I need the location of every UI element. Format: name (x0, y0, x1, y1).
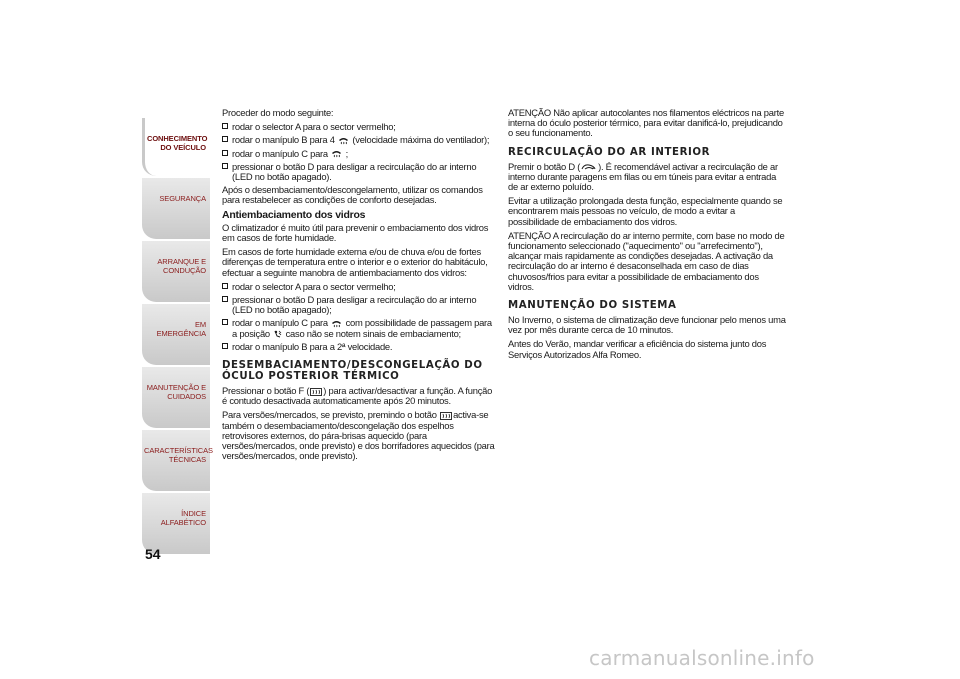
intro-text: Proceder do modo seguinte: (222, 107, 334, 118)
column-left (222, 108, 496, 465)
watermark: carmanualsonline.info (589, 646, 815, 670)
tab-label: SEGURANÇA (159, 194, 206, 203)
tab-label: EM EMERGÊNCIA (156, 320, 206, 338)
list-item: rodar o manípulo C para ; (222, 149, 496, 159)
paragraph: Após o desembaciamento/descongelamento, utilizar os comandos para restabelecer as condições de conforto desejadas. (222, 184, 483, 206)
list-item: pressionar o botão D para desligar a recirculação do ar interno (LED no botão apagado); (222, 295, 496, 315)
windscreen-defrost-icon (331, 150, 342, 158)
section-heading: DESEMBACIAMENTO/DESCONGELAÇÃO DO ÓCULO POSTERIOR TÉRMICO (222, 360, 483, 383)
tab-seguranca[interactable] (142, 178, 210, 239)
paragraph: Antes do Verão, mandar verificar a eficiência do sistema junto dos Serviços Autorizados Alfa Romeo. (508, 338, 767, 360)
list-item: rodar o manípulo B para a 2ª velocidade. (222, 342, 496, 352)
section-heading: RECIRCULAÇÃO DO AR INTERIOR (508, 146, 711, 158)
column-right (508, 108, 786, 364)
list-item: pressionar o botão D para desligar a recirculação do ar interno (LED no botão apagado). (222, 162, 496, 182)
tab-arranque[interactable] (142, 241, 210, 302)
list-item: rodar o manípulo C para com possibilidade de passagem para a posição caso não se notem sinais de embaciamento; (222, 318, 496, 338)
paragraph: Em casos de forte humidade externa e/ou de chuva e/ou de fortes diferenças de temperatura entre o interior e o exterior do habitáculo, efectuar a seguinte manobra de antiembaciamento dos vidros: (222, 246, 488, 278)
paragraph: Premir o botão D ( ). É recomendável activar a recirculação de ar interno durante paragens em filas ou em túneis para evitar a entrada de ar externo poluído. (508, 160, 778, 193)
paragraph: Para versões/mercados, se previsto, premindo o botão activa-se também o desembaciamento/descongelação dos espelhos retrovisores externos, do pára-brisas aquecido (para versões/mercados, onde previsto) e dos borrifadores aquecidos (para versões/mercados, onde previsto). (222, 409, 495, 462)
list-item: rodar o manípulo B para 4 (velocidade máxima do ventilador); (222, 135, 496, 145)
subheading: Antiembaciamento dos vidros (222, 208, 366, 221)
windscreen-defrost-icon (338, 137, 349, 145)
section-heading: MANUTENÇÃO DO SISTEMA (508, 300, 677, 312)
tab-conhecimento[interactable] (142, 118, 210, 176)
tab-label: ARRANQUE E CONDUÇÃO (157, 257, 206, 275)
feet-windscreen-icon (273, 330, 282, 339)
tab-caracteristicas[interactable] (142, 430, 213, 491)
paragraph: O climatizador é muito útil para prevenir o embaciamento dos vidros em casos de forte humidade. (222, 221, 489, 244)
paragraph: Pressionar o botão F ( ) para activar/desactivar a função. A função é contudo desactivada automaticamente após 20 minutos. (222, 385, 493, 407)
tab-emergencia[interactable] (142, 304, 210, 365)
list-item: rodar o selector A para o sector vermelho; (222, 122, 496, 132)
warning-text: ATENÇÃO A recirculação do ar interno permite, com base no modo de funcionamento seleccionado ("aquecimento" ou "arrefecimento"), alcançar mais rapidamente as condições desejadas. A activação da recirculação do ar interno é desaconselhada em caso de dias chuvosos/frios para evitar a possibilidade de embaciamento dos vidros. (508, 229, 785, 292)
tab-label: CARACTERÍSTICAS TÉCNICAS (144, 446, 213, 464)
tab-indice[interactable] (142, 493, 210, 554)
tab-label: CONHECIMENTO DO VEÍCULO (147, 134, 208, 152)
section-sidebar (142, 118, 213, 556)
warning-text: ATENÇÃO Não aplicar autocolantes nos filamentos eléctricos na parte interna do óculo posterior térmico, para evitar danificá-lo, prejudicando o seu funcionamento. (508, 107, 784, 139)
tab-label: ÍNDICE ALFABÉTICO (160, 509, 206, 527)
paragraph: No Inverno, o sistema de climatização deve funcionar pelo menos uma vez por mês durante cerca de 10 minutos. (508, 314, 786, 336)
tab-label: MANUTENÇÃO E CUIDADOS (146, 383, 206, 401)
paragraph: Evitar a utilização prolongada desta função, especialmente quando se encontrarem mais pessoas no veículo, de modo a evitar a possibilidade de embaciamento dos vidros. (508, 195, 783, 227)
tab-manutencao[interactable] (142, 367, 210, 428)
list-item: rodar o selector A para o sector vermelho; (222, 282, 496, 292)
page-number: 54 (145, 546, 161, 562)
